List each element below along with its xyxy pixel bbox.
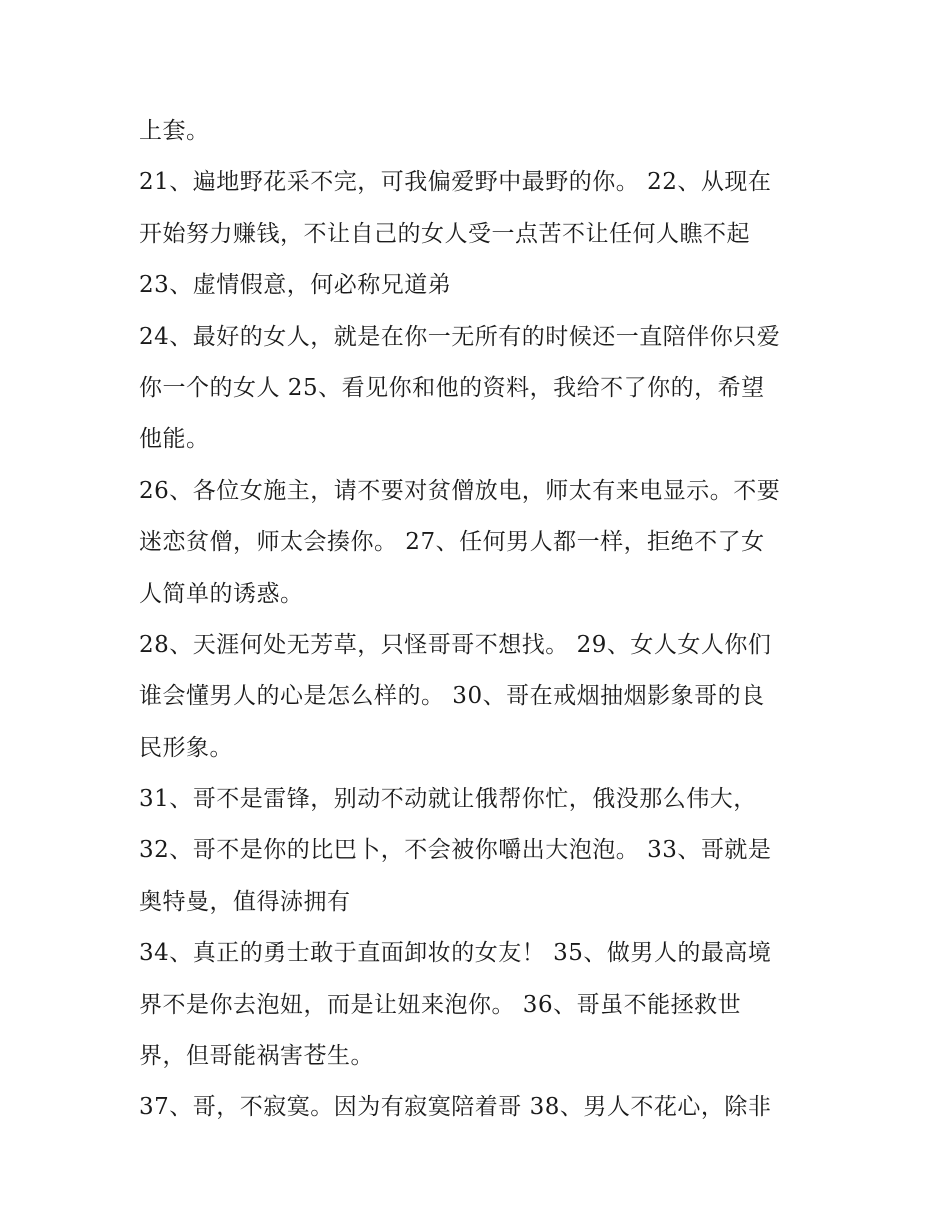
- text-line: 奥特曼，值得浾拥有: [139, 888, 351, 915]
- text-line: 你一个的女人 25、看见你和他的资料，我给不了你的，希望: [139, 374, 765, 401]
- text-line: 24、最好的女人，就是在你一无所有的时候还一直陪伴你只爱: [139, 323, 781, 350]
- text-line: 迷恋贫僧，师太会揍你。 27、任何男人都一样，拒绝不了女: [139, 529, 765, 556]
- text-line: 28、天涯何处无芳草，只怪哥哥不想找。 29、女人女人你们: [139, 631, 772, 658]
- text-line: 34、真正的勇士敢于直面卸妆的女友！ 35、做男人的最高境: [139, 940, 772, 967]
- text-line: 上套。: [139, 118, 210, 144]
- document-body: [139, 106, 829, 1134]
- text-line: 界，但哥能祸害苍生。: [139, 1043, 374, 1070]
- text-line: 23、虚情假意，何必称兄道弟: [139, 272, 452, 299]
- text-line: 人简单的诱惑。: [139, 580, 304, 607]
- text-line: 21、遍地野花采不完，可我偏爱野中最野的你。 22、从现在: [139, 169, 772, 196]
- text-line: 他能。: [139, 426, 210, 453]
- text-line: 界不是你去泡妞，而是让妞来泡你。 36、哥虽不能拯救世: [139, 991, 742, 1018]
- text-line: 民形象。: [139, 734, 233, 761]
- text-line: 37、哥，不寂寞。因为有寂寞陪着哥 38、男人不花心，除非: [139, 1094, 772, 1121]
- text-line: 31、哥不是雷锋，别动不动就让俄帮你忙，俄没那么伟大，: [139, 786, 757, 813]
- text-line: 谁会懂男人的心是怎么样的。 30、哥在戒烟抽烟影象哥的良: [139, 683, 765, 710]
- text-line: 32、哥不是你的比巴卜，不会被你嚼出大泡泡。 33、哥就是: [139, 837, 772, 864]
- text-line: 26、各位女施主，请不要对贫僧放电，师太有来电显示。不要: [139, 477, 781, 504]
- text-line: 开始努力赚钱，不让自己的女人受一点苦不让任何人瞧不起: [139, 220, 750, 247]
